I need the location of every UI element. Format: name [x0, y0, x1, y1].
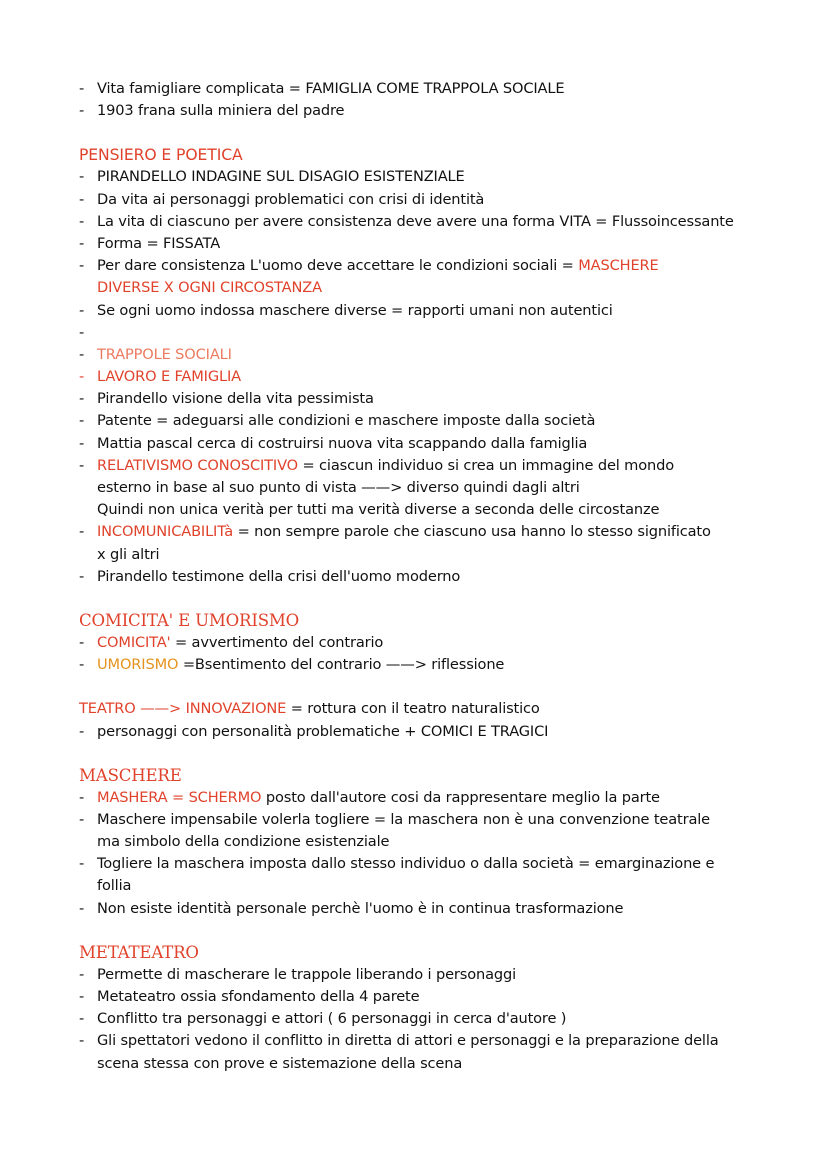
- list-item-text: Non esiste identità personale perchè l'uomo è in continua trasformazione: [97, 899, 624, 917]
- bullet-dash: -: [79, 368, 85, 386]
- list-item-text: Pirandello visione della vita pessimista: [97, 390, 374, 408]
- list-item: [79, 233, 779, 255]
- list-item-text: Gli spettatori vedono il conflitto in diretta di attori e personaggi e la preparazione della: [97, 1032, 719, 1050]
- list-item-text: Da vita ai personaggi problematici con crisi di identità: [97, 190, 485, 208]
- list-item-text: Per dare consistenza L'uomo deve accettare le condizioni sociali =: [97, 257, 579, 275]
- list-item: [79, 433, 779, 455]
- list-item: [79, 1030, 779, 1052]
- bullet-dash: -: [79, 1032, 85, 1050]
- list-item-text: posto dall'autore cosi da rappresentare meglio la parte: [261, 788, 660, 806]
- list-item-text: 1903 frana sulla miniera del padre: [97, 102, 345, 120]
- list-item: [79, 78, 779, 100]
- bullet-dash: -: [79, 567, 85, 585]
- list-item: [79, 721, 779, 743]
- highlight-relativismo: RELATIVISMO CONOSCITIVO: [97, 456, 298, 474]
- list-item-text: esterno in base al suo punto di vista ——> diverso quindi dagli altri: [97, 479, 580, 496]
- list-item-continuation: [79, 875, 779, 897]
- list-item: [79, 521, 779, 543]
- list-item: [79, 898, 779, 920]
- list-item: [79, 853, 779, 875]
- highlight-trappole-sociali: TRAPPOLE SOCIALI: [97, 345, 232, 363]
- highlight-incomunicabilita: INCOMUNICABILITà: [97, 523, 234, 541]
- bullet-dash: -: [79, 1010, 85, 1028]
- list-item-text: Forma = FISSATA: [97, 234, 221, 252]
- bullet-dash: -: [79, 788, 85, 806]
- bullet-dash: -: [79, 234, 85, 252]
- section-heading-metateatro: METATEATRO: [79, 942, 199, 962]
- bullet-dash: -: [79, 722, 85, 740]
- list-item-text: PIRANDELLO INDAGINE SUL DISAGIO ESISTENZIALE: [97, 168, 465, 186]
- bullet-dash: -: [79, 212, 85, 230]
- highlight-maschere: MASCHERE: [578, 257, 659, 275]
- bullet-dash: -: [79, 523, 85, 541]
- bullet-dash: -: [79, 345, 85, 363]
- list-item: [79, 366, 779, 388]
- list-item-text: Maschere impensabile volerla togliere = la maschera non è una convenzione teatrale: [97, 810, 711, 828]
- list-item: [79, 255, 779, 277]
- list-item: [79, 566, 779, 588]
- list-item-text: Patente = adeguarsi alle condizioni e maschere imposte dalla società: [97, 412, 596, 430]
- list-item-text: = avvertimento del contrario: [170, 633, 384, 651]
- list-item-text: = ciascun individuo si crea un immagine del mondo: [297, 456, 675, 474]
- bullet-dash: -: [79, 633, 85, 651]
- list-item-continuation: [79, 544, 779, 566]
- list-item: [79, 787, 779, 809]
- bullet-dash: -: [79, 390, 85, 408]
- bullet-dash: -: [79, 102, 85, 120]
- list-item-text: Mattia pascal cerca di costruirsi nuova vita scappando dalla famiglia: [97, 434, 588, 452]
- section-heading-maschere: MASCHERE: [79, 765, 182, 785]
- document-body: [79, 78, 779, 1075]
- list-item: [79, 964, 779, 986]
- list-item: [79, 455, 779, 477]
- bullet-dash: -: [79, 168, 85, 186]
- list-item: [79, 654, 779, 676]
- highlight-lavoro-famiglia: LAVORO E FAMIGLIA: [97, 368, 241, 386]
- bullet-dash: -: [79, 80, 85, 97]
- bullet-dash: -: [79, 965, 85, 983]
- list-item: [79, 410, 779, 432]
- bullet-dash: -: [79, 656, 85, 674]
- list-item-text: Pirandello testimone della crisi dell'uomo moderno: [97, 567, 461, 585]
- bullet-dash: -: [79, 810, 85, 828]
- list-item: [79, 388, 779, 410]
- highlight-mashera-schermo: MASHERA = SCHERMO: [97, 788, 262, 806]
- highlight-umorismo: UMORISMO: [97, 656, 179, 674]
- list-item-text: scena stessa con prove e sistemazione della scena: [97, 1054, 463, 1072]
- highlight-teatro-innovazione: TEATRO ——> INNOVAZIONE: [79, 700, 287, 718]
- list-item-text: personaggi con personalità problematiche + COMICI E TRAGICI: [97, 722, 549, 740]
- list-item: [79, 986, 779, 1008]
- bullet-dash: -: [79, 257, 85, 275]
- section-heading-comicita: COMICITA' E UMORISMO: [79, 610, 300, 630]
- list-item-continuation: [79, 277, 779, 299]
- list-item-text: = non sempre parole che ciascuno usa hanno lo stesso significato: [233, 523, 711, 541]
- list-item-continuation: [79, 831, 779, 853]
- bullet-dash: -: [79, 456, 85, 474]
- list-item: [79, 189, 779, 211]
- list-item: [79, 166, 779, 188]
- list-item-text: Vita famigliare complicata = FAMIGLIA COME TRAPPOLA SOCIALE: [97, 80, 565, 97]
- list-item: [79, 1008, 779, 1030]
- list-item-text: Permette di mascherare le trappole liberando i personaggi: [97, 965, 517, 983]
- list-item-text: Conflitto tra personaggi e attori ( 6 personaggi in cerca d'autore ): [97, 1010, 567, 1028]
- list-item-text: Se ogni uomo indossa maschere diverse = rapporti umani non autentici: [97, 301, 613, 319]
- list-item: [79, 211, 779, 233]
- list-item-text: x gli altri: [97, 545, 160, 563]
- list-item: [79, 632, 779, 654]
- list-item-continuation: [79, 477, 779, 499]
- list-item-text: =Bsentimento del contrario ——> riflessione: [178, 656, 505, 674]
- list-item-text: ma simbolo della condizione esistenziale: [97, 833, 390, 851]
- list-item-continuation: [79, 1053, 779, 1075]
- list-item-text: Metateatro ossia sfondamento della 4 parete: [97, 988, 420, 1005]
- bullet-dash: -: [79, 190, 85, 208]
- highlight-comicita: COMICITA': [97, 633, 171, 651]
- list-item: [79, 809, 779, 831]
- section-heading-teatro: [79, 698, 779, 720]
- list-item: [79, 100, 779, 122]
- list-item-continuation: [79, 499, 779, 521]
- list-item: [79, 344, 779, 366]
- heading-text: = rottura con il teatro naturalistico: [286, 700, 540, 718]
- bullet-dash: -: [79, 412, 85, 430]
- highlight-diverse-circostanza: DIVERSE X OGNI CIRCOSTANZA: [97, 279, 322, 297]
- list-item-text: follia: [97, 877, 132, 895]
- list-item-text: La vita di ciascuno per avere consistenza deve avere una forma VITA = Flussoincessante: [97, 212, 734, 230]
- bullet-dash: -: [79, 301, 85, 319]
- bullet-dash: -: [79, 899, 85, 917]
- list-item-text: Togliere la maschera imposta dallo stesso individuo o dalla società = emarginazione e: [97, 855, 715, 873]
- list-item: [79, 300, 779, 322]
- bullet-dash: -: [79, 323, 85, 341]
- bullet-dash: -: [79, 434, 85, 452]
- list-item-empty: [79, 322, 779, 344]
- bullet-dash: -: [79, 855, 85, 873]
- bullet-dash: -: [79, 988, 85, 1005]
- list-item-text: Quindi non unica verità per tutti ma verità diverse a seconda delle circostanze: [97, 501, 660, 519]
- section-heading-pensiero: PENSIERO E POETICA: [79, 146, 243, 165]
